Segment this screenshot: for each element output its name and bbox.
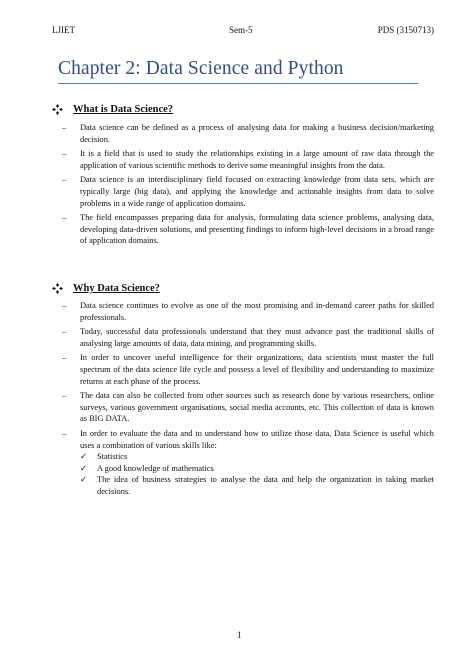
header-institute: LJIET — [52, 25, 75, 35]
dash-bullet: – — [62, 327, 67, 337]
list-item-text: Data science is an interdisciplinary field focused on extracting knowledge from data sets, which are typically large (big data), and applying the knowledge and actionable insights from data to solve problems in a wide range of application domains. — [80, 175, 434, 208]
dash-bullet: – — [62, 213, 67, 223]
list-item — [60, 174, 434, 209]
four-diamond-bullet-icon — [52, 104, 63, 115]
skill-item — [80, 474, 434, 497]
list-item — [60, 326, 434, 349]
page-number: 1 — [237, 630, 242, 640]
check-mark-icon: ✓ — [80, 452, 88, 462]
list-item — [60, 300, 434, 323]
section-heading-what-is-data-science — [52, 104, 173, 115]
list-item-text: In order to uncover useful intelligence for their organizations, data scientists must master the full spectrum of the data science life cycle and possess a level of flexibility and understanding to maximize returns at each phase of the process. — [80, 353, 434, 386]
list-item-text: The data can also be collected from other sources such as research done by various researchers, online surveys, various government organisations, social media accounts, etc. This collection of data is known as BIG DATA. — [80, 391, 434, 424]
what-is-data-science-list — [60, 122, 434, 247]
header-semester: Sem-5 — [229, 25, 253, 35]
dash-bullet: – — [62, 353, 67, 363]
skill-text: The idea of business strategies to analyse the data and help the organization in taking market decisions. — [97, 475, 434, 496]
skills-list — [80, 451, 434, 497]
list-item — [60, 428, 434, 498]
check-mark-icon: ✓ — [80, 463, 88, 473]
skill-item — [80, 451, 434, 463]
list-item-text: It is a field that is used to study the relationships existing in a large amount of raw data through the application of various scientific methods to derive some meaningful insights from the data. — [80, 149, 434, 170]
list-item — [60, 390, 434, 425]
list-item — [60, 212, 434, 247]
dash-bullet: – — [62, 123, 67, 132]
page-header — [52, 25, 434, 39]
why-data-science-list — [60, 300, 434, 498]
list-item — [60, 122, 434, 145]
list-item-text: The field encompasses preparing data for analysis, formulating data science problems, analysing data, developing data-driven solutions, and presenting findings to inform high-level decisions in a broad range of application domains. — [80, 213, 434, 246]
dash-bullet: – — [62, 391, 67, 401]
list-item-text: In order to evaluate the data and to understand how to utilize those data, Data Science is useful which uses a combination of various skills like: — [80, 428, 434, 450]
header-course-code: PDS (3150713) — [377, 25, 434, 35]
dash-bullet: – — [62, 149, 67, 159]
check-mark-icon: ✓ — [80, 475, 88, 485]
chapter-title: Chapter 2: Data Science and Python — [58, 58, 344, 79]
four-diamond-bullet-icon — [52, 283, 63, 294]
list-item — [60, 352, 434, 387]
dash-bullet: – — [62, 428, 67, 438]
list-item-text: Data science can be defined as a process of analysing data for making a business decision/marketing decision. — [80, 123, 434, 144]
title-underline — [58, 83, 418, 84]
list-item — [60, 148, 434, 171]
section-heading-label: What is Data Science? — [73, 104, 174, 115]
section-heading-why-data-science — [52, 283, 160, 294]
section-heading-label: Why Data Science? — [73, 283, 160, 294]
dash-bullet: – — [62, 175, 67, 185]
skill-item — [80, 463, 434, 475]
dash-bullet: – — [62, 301, 67, 310]
skill-text: A good knowledge of mathematics — [97, 463, 214, 473]
list-item-text: Data science continues to evolve as one of the most promising and in-demand career paths for skilled professionals. — [80, 301, 434, 322]
skill-text: Statistics — [97, 452, 128, 462]
list-item-text: Today, successful data professionals understand that they must advance past the traditional skills of analysing large amounts of data, data mining, and programming skills. — [80, 327, 434, 348]
